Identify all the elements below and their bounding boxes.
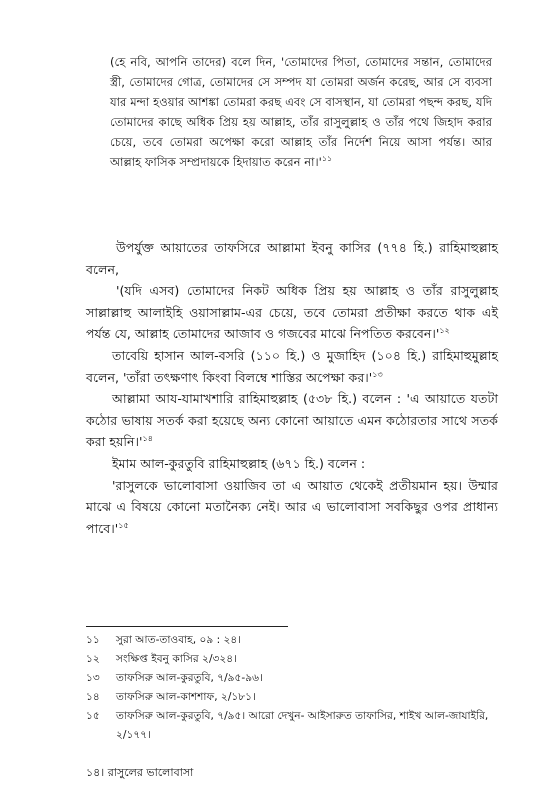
paragraph-text: ইমাম আল-কুরতুবি রাহিমাহুল্লাহ (৬৭১ হি.) বলেন : (112, 455, 366, 471)
paragraph-text: 'রাসুলকে ভালোবাসা ওয়াজিব তা এ আয়াত থেকেই প্রতীয়মান হয়। উম্মার মাঝে এ বিষয়ে কোনো মতানৈক্য নেই। আর এ ভালোবাসা সবকিছুর ওপর প্রাধান্য পাবে।' (86, 477, 498, 536)
paragraph (86, 453, 498, 475)
paragraph-text: আল্লামা আয-যামাখশারি রাহিমাহুল্লাহ (৫৩৮ হি.) বলেন : 'এ আয়াতে যতটা কঠোর ভাষায় সতর্ক করা হয়েছে অন্য কোনো আয়াতে এমন কঠোরতার সাথে সতর্ক করা হয়নি।' (86, 391, 498, 450)
footnote (86, 707, 498, 745)
footnote-number: ১৩ (86, 672, 100, 684)
footnote-divider (86, 626, 288, 627)
paragraph (86, 237, 498, 280)
footnote-text: সংক্ষিপ্ত ইবনু কাসির ২/৩২৪। (116, 653, 237, 665)
paragraph (86, 475, 498, 540)
paragraph (86, 388, 498, 453)
footnote-number: ১৪ (86, 691, 100, 703)
paragraph-text: তাবেয়ি হাসান আল-বসরি (১১০ হি.) ও মুজাহিদ (১০৪ হি.) রাহিমাহুমুল্লাহ বলেন, 'তাঁরা তৎক্ষণাৎ কিংবা বিলম্বে শাস্তির অপেক্ষা কর।' (86, 347, 498, 385)
quranic-verse-quote (110, 52, 492, 172)
paragraph (86, 280, 498, 345)
footnote-ref: ১২ (439, 326, 450, 336)
footnote (86, 669, 498, 688)
footnote-number: ১২ (86, 653, 100, 665)
footnote-ref: ১৪ (142, 434, 153, 444)
footnote (86, 631, 498, 650)
footnote-ref: ১১ (321, 154, 333, 164)
paragraph (86, 345, 498, 388)
footnote-ref: ১৫ (118, 520, 129, 530)
paragraph-text: '(যদি এসব) তোমাদের নিকট অধিক প্রিয় হয় আল্লাহ ও তাঁর রাসুলুল্লাহ সাল্লাল্লাহু আলাইহি ওয়াসাল্লাম-এর চেয়ে, তবে তোমরা প্রতীক্ষা করতে থাক এই পর্যন্ত যে, আল্লাহ তোমাদের আজাব ও গজবের মাঝে নিপতিত করবেন।' (86, 283, 498, 342)
main-text (86, 237, 498, 539)
footnote-text: সুরা আত-তাওবাহ, ০৯ : ২৪। (116, 634, 242, 646)
footnote (86, 688, 498, 707)
footnote-number: ১১ (86, 634, 100, 646)
footnotes (86, 631, 498, 745)
footnote-text: তাফসিরু আল-কাশশাফ, ২/১৮১। (116, 691, 256, 703)
footnote-text: তাফসিরু আল-কুরতুবি, ৭/৯৫। আরো দেখুন- আইসারুত তাফাসির, শাইখ আল-জাযাইরি, ২/১৭৭। (116, 710, 489, 741)
paragraph-text: উপর্যুক্ত আয়াতের তাফসিরে আল্লামা ইবনু কাসির (৭৭৪ হি.) রাহিমাহুল্লাহ বলেন, (86, 240, 498, 277)
footnote-text: তাফসিরু আল-কুরতুবি, ৭/৯৫-৯৬। (116, 672, 263, 684)
page-footer: ১৪। রাসুলের ভালোবাসা (86, 766, 194, 779)
footnote (86, 650, 498, 669)
footnote-number: ১৫ (86, 710, 100, 722)
footnote-ref: ১৩ (372, 369, 383, 379)
quote-text: (হে নবি, আপনি তাদের) বলে দিন, 'তোমাদের পিতা, তোমাদের সন্তান, তোমাদের স্ত্রী, তোমাদের গোত্র, তোমাদের সে সম্পদ যা তোমরা অর্জন করেছ, আর সে ব্যবসা যার মন্দা হওয়ার আশঙ্কা তোমরা করছ এবং সে বাসস্থান, যা তোমরা পছন্দ করছ, যদি তোমাদের কাছে অধিক প্রিয় হয় আল্লাহ, তাঁর রাসুলুল্লাহ ও তাঁর পথে জিহাদ করার চেয়ে, তবে তোমরা অপেক্ষা করো আল্লাহ তাঁর নির্দেশ নিয়ে আসা পর্যন্ত। আর আল্লাহ ফাসিক সম্প্রদায়কে হিদায়াত করেন না।' (110, 55, 492, 169)
